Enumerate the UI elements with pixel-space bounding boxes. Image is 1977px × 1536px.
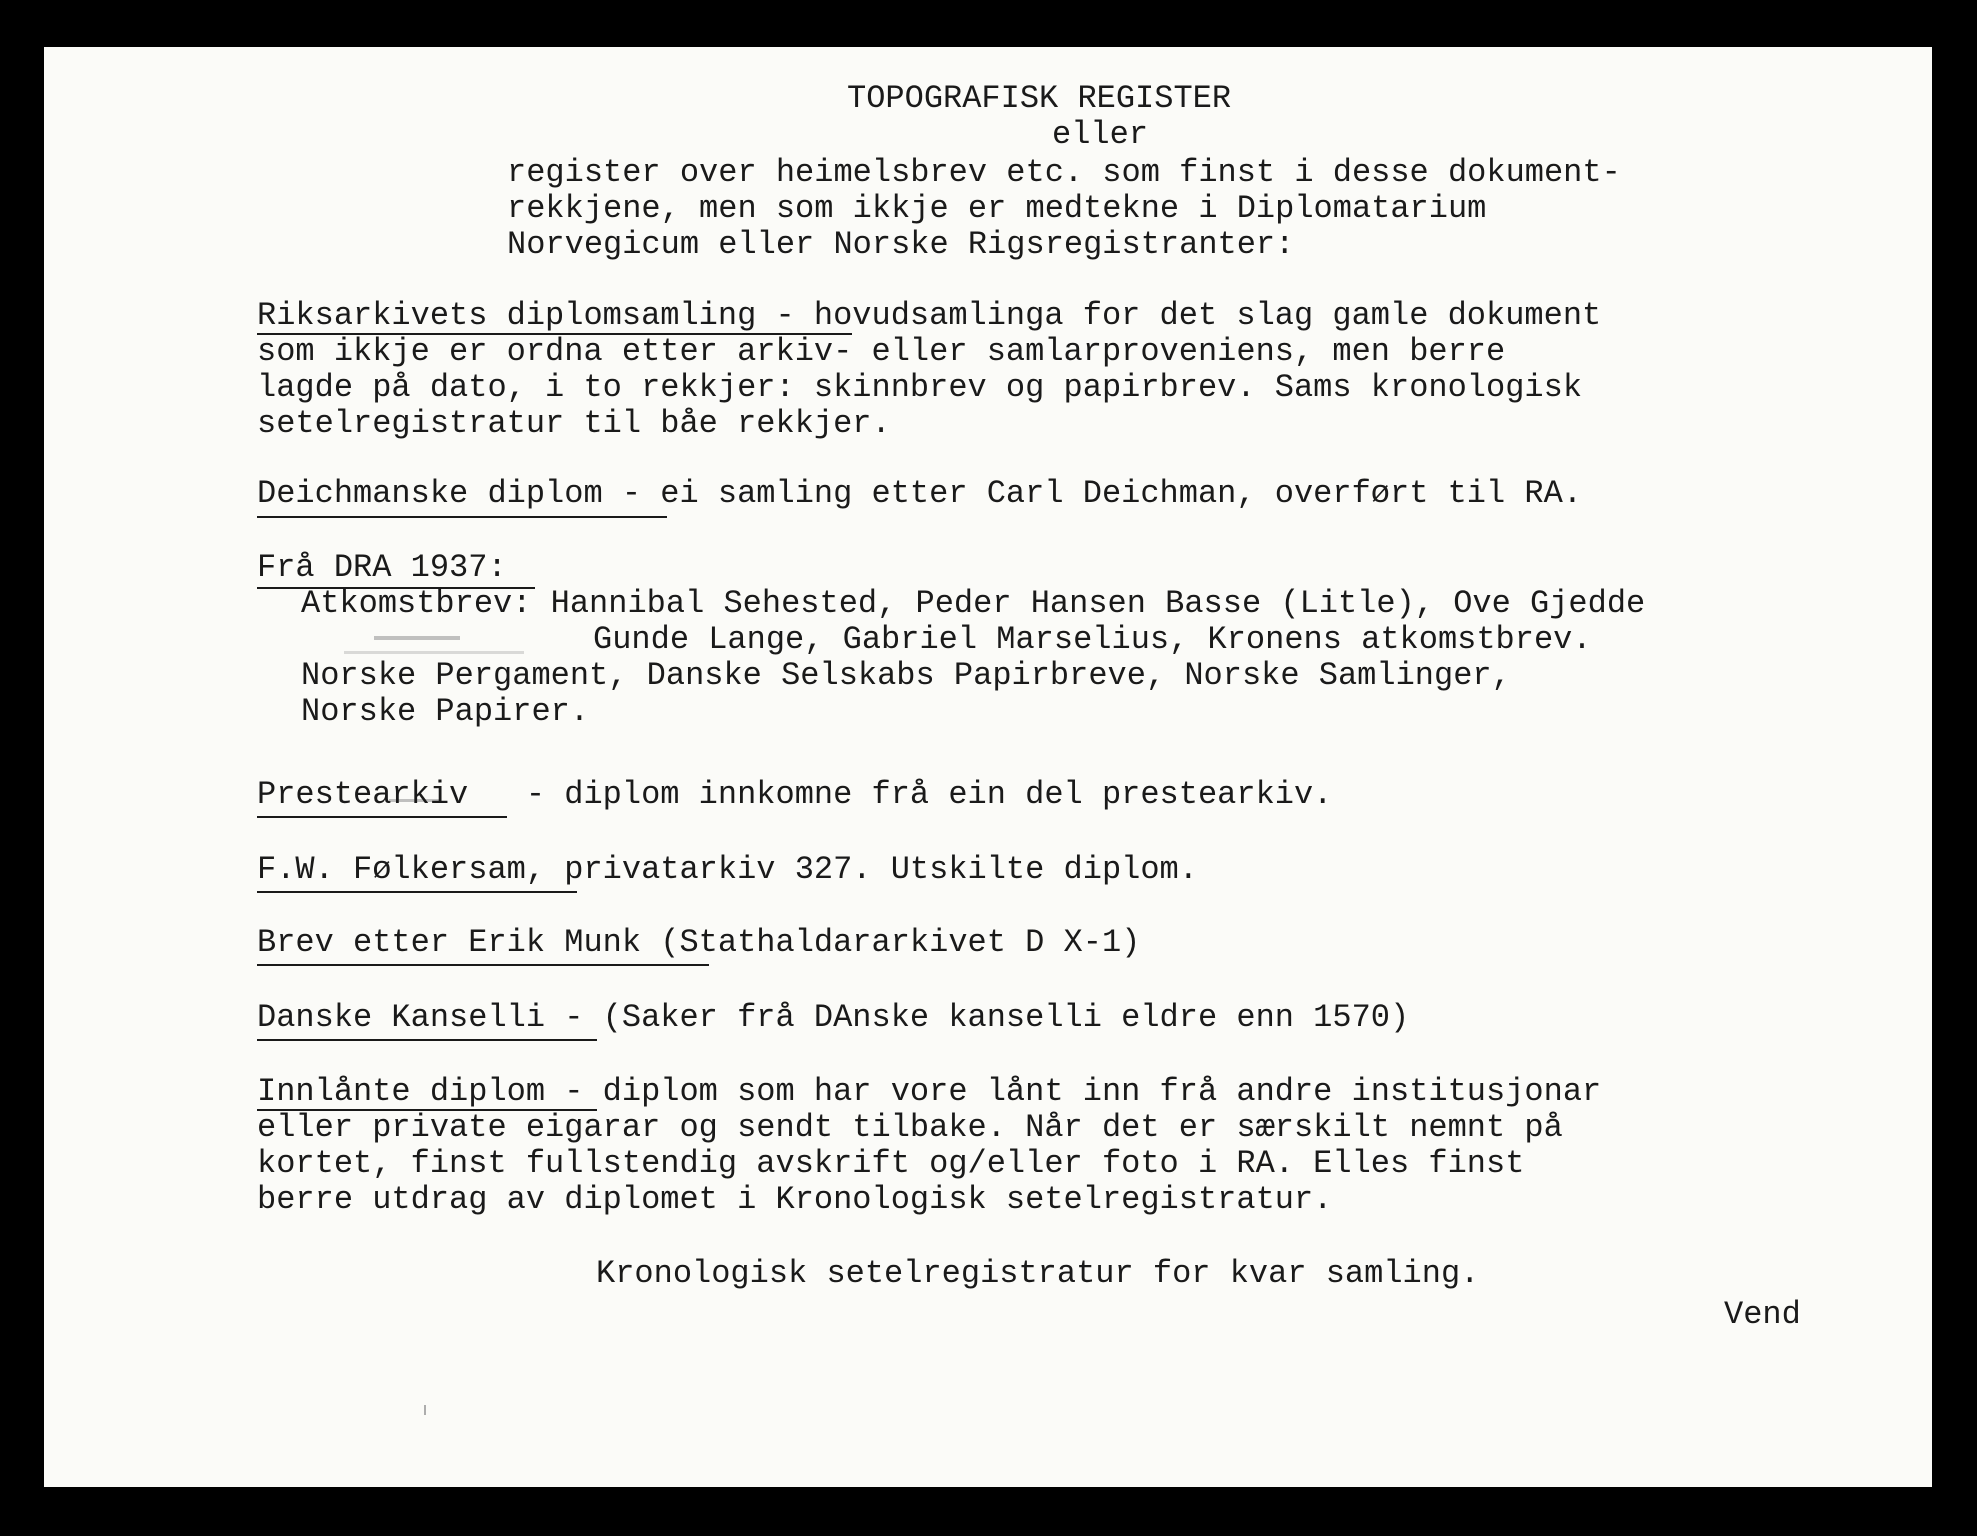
entry-text: Norske Papirer. — [301, 693, 590, 730]
heading-underline — [257, 891, 577, 893]
index-card — [44, 47, 1932, 1487]
entry-deichmanske — [257, 475, 1582, 513]
heading-underline — [257, 816, 507, 818]
entry-text: - hovudsamlinga for det slag gamle dokument — [756, 297, 1602, 334]
register-title: TOPOGRAFISK REGISTER — [847, 80, 1232, 117]
entry-text: (Stathaldararkivet D X-1) — [641, 924, 1141, 961]
ink-mark — [424, 1405, 426, 1415]
footer-note: Kronologisk setelregistratur for kvar samling. — [596, 1255, 1480, 1292]
heading-underline — [257, 1039, 597, 1041]
intro-line: Norvegicum eller Norske Rigsregistranter: — [507, 226, 1295, 263]
entry-heading: F.W. Følkersam — [257, 851, 526, 888]
entry-text: - (Saker frå DAnske kanselli eldre enn 1570) — [545, 999, 1410, 1036]
entry-heading: Innlånte diplom — [257, 1073, 546, 1110]
intro-line: rekkjene, men som ikkje er medtekne i Diplomatarium — [507, 190, 1487, 227]
entry-text: - diplom innkomne frå ein del prestearkiv. — [468, 776, 1333, 813]
entry-riksarkivet — [257, 297, 1601, 335]
heading-underline — [257, 964, 709, 966]
turn-over-note: Vend — [1724, 1296, 1801, 1333]
entry-text: som ikkje er ordna etter arkiv- eller samlarproveniens, men berre — [257, 333, 1506, 370]
register-subtitle: eller — [1052, 116, 1149, 153]
entry-kanselli — [257, 999, 1409, 1037]
entry-text: berre utdrag av diplomet i Kronologisk setelregistratur. — [257, 1181, 1333, 1218]
entry-heading: Deichmanske diplom — [257, 475, 603, 512]
entry-dra-heading: Frå DRA 1937: — [257, 549, 507, 586]
entry-text: - ei samling etter Carl Deichman, overført til RA. — [602, 475, 1583, 512]
entry-prestearkiv — [257, 776, 1332, 814]
entry-heading: Prestearkiv — [257, 776, 469, 813]
erased-text-smudge — [374, 636, 460, 640]
entry-text: Norske Pergament, Danske Selskabs Papirbreve, Norske Samlinger, — [301, 657, 1511, 694]
entry-text: , privatarkiv 327. Utskilte diplom. — [525, 851, 1198, 888]
entry-text: kortet, finst fullstendig avskrift og/eller foto i RA. Elles finst — [257, 1145, 1525, 1182]
entry-text: - diplom som har vore lånt inn frå andre institusjonar — [545, 1073, 1602, 1110]
entry-heading: Brev etter Erik Munk — [257, 924, 642, 961]
entry-text: setelregistratur til båe rekkjer. — [257, 405, 891, 442]
entry-text: eller private eigarar og sendt tilbake. Når det er særskilt nemnt på — [257, 1109, 1563, 1146]
entry-folkersam — [257, 851, 1198, 889]
entry-innlante — [257, 1073, 1601, 1111]
entry-text: lagde på dato, i to rekkjer: skinnbrev og papirbrev. Sams kronologisk — [257, 369, 1583, 406]
entry-text: Atkomstbrev: Hannibal Sehested, Peder Hansen Basse (Litle), Ove Gjedde — [301, 585, 1646, 622]
erased-text-smudge — [344, 651, 524, 654]
entry-text: Gunde Lange, Gabriel Marselius, Kronens atkomstbrev. — [593, 621, 1592, 658]
entry-heading: Danske Kanselli — [257, 999, 546, 1036]
intro-line: register over heimelsbrev etc. som finst i desse dokument- — [507, 154, 1621, 191]
entry-munk — [257, 924, 1140, 962]
heading-underline — [257, 516, 667, 518]
entry-heading: Riksarkivets diplomsamling — [257, 297, 757, 334]
